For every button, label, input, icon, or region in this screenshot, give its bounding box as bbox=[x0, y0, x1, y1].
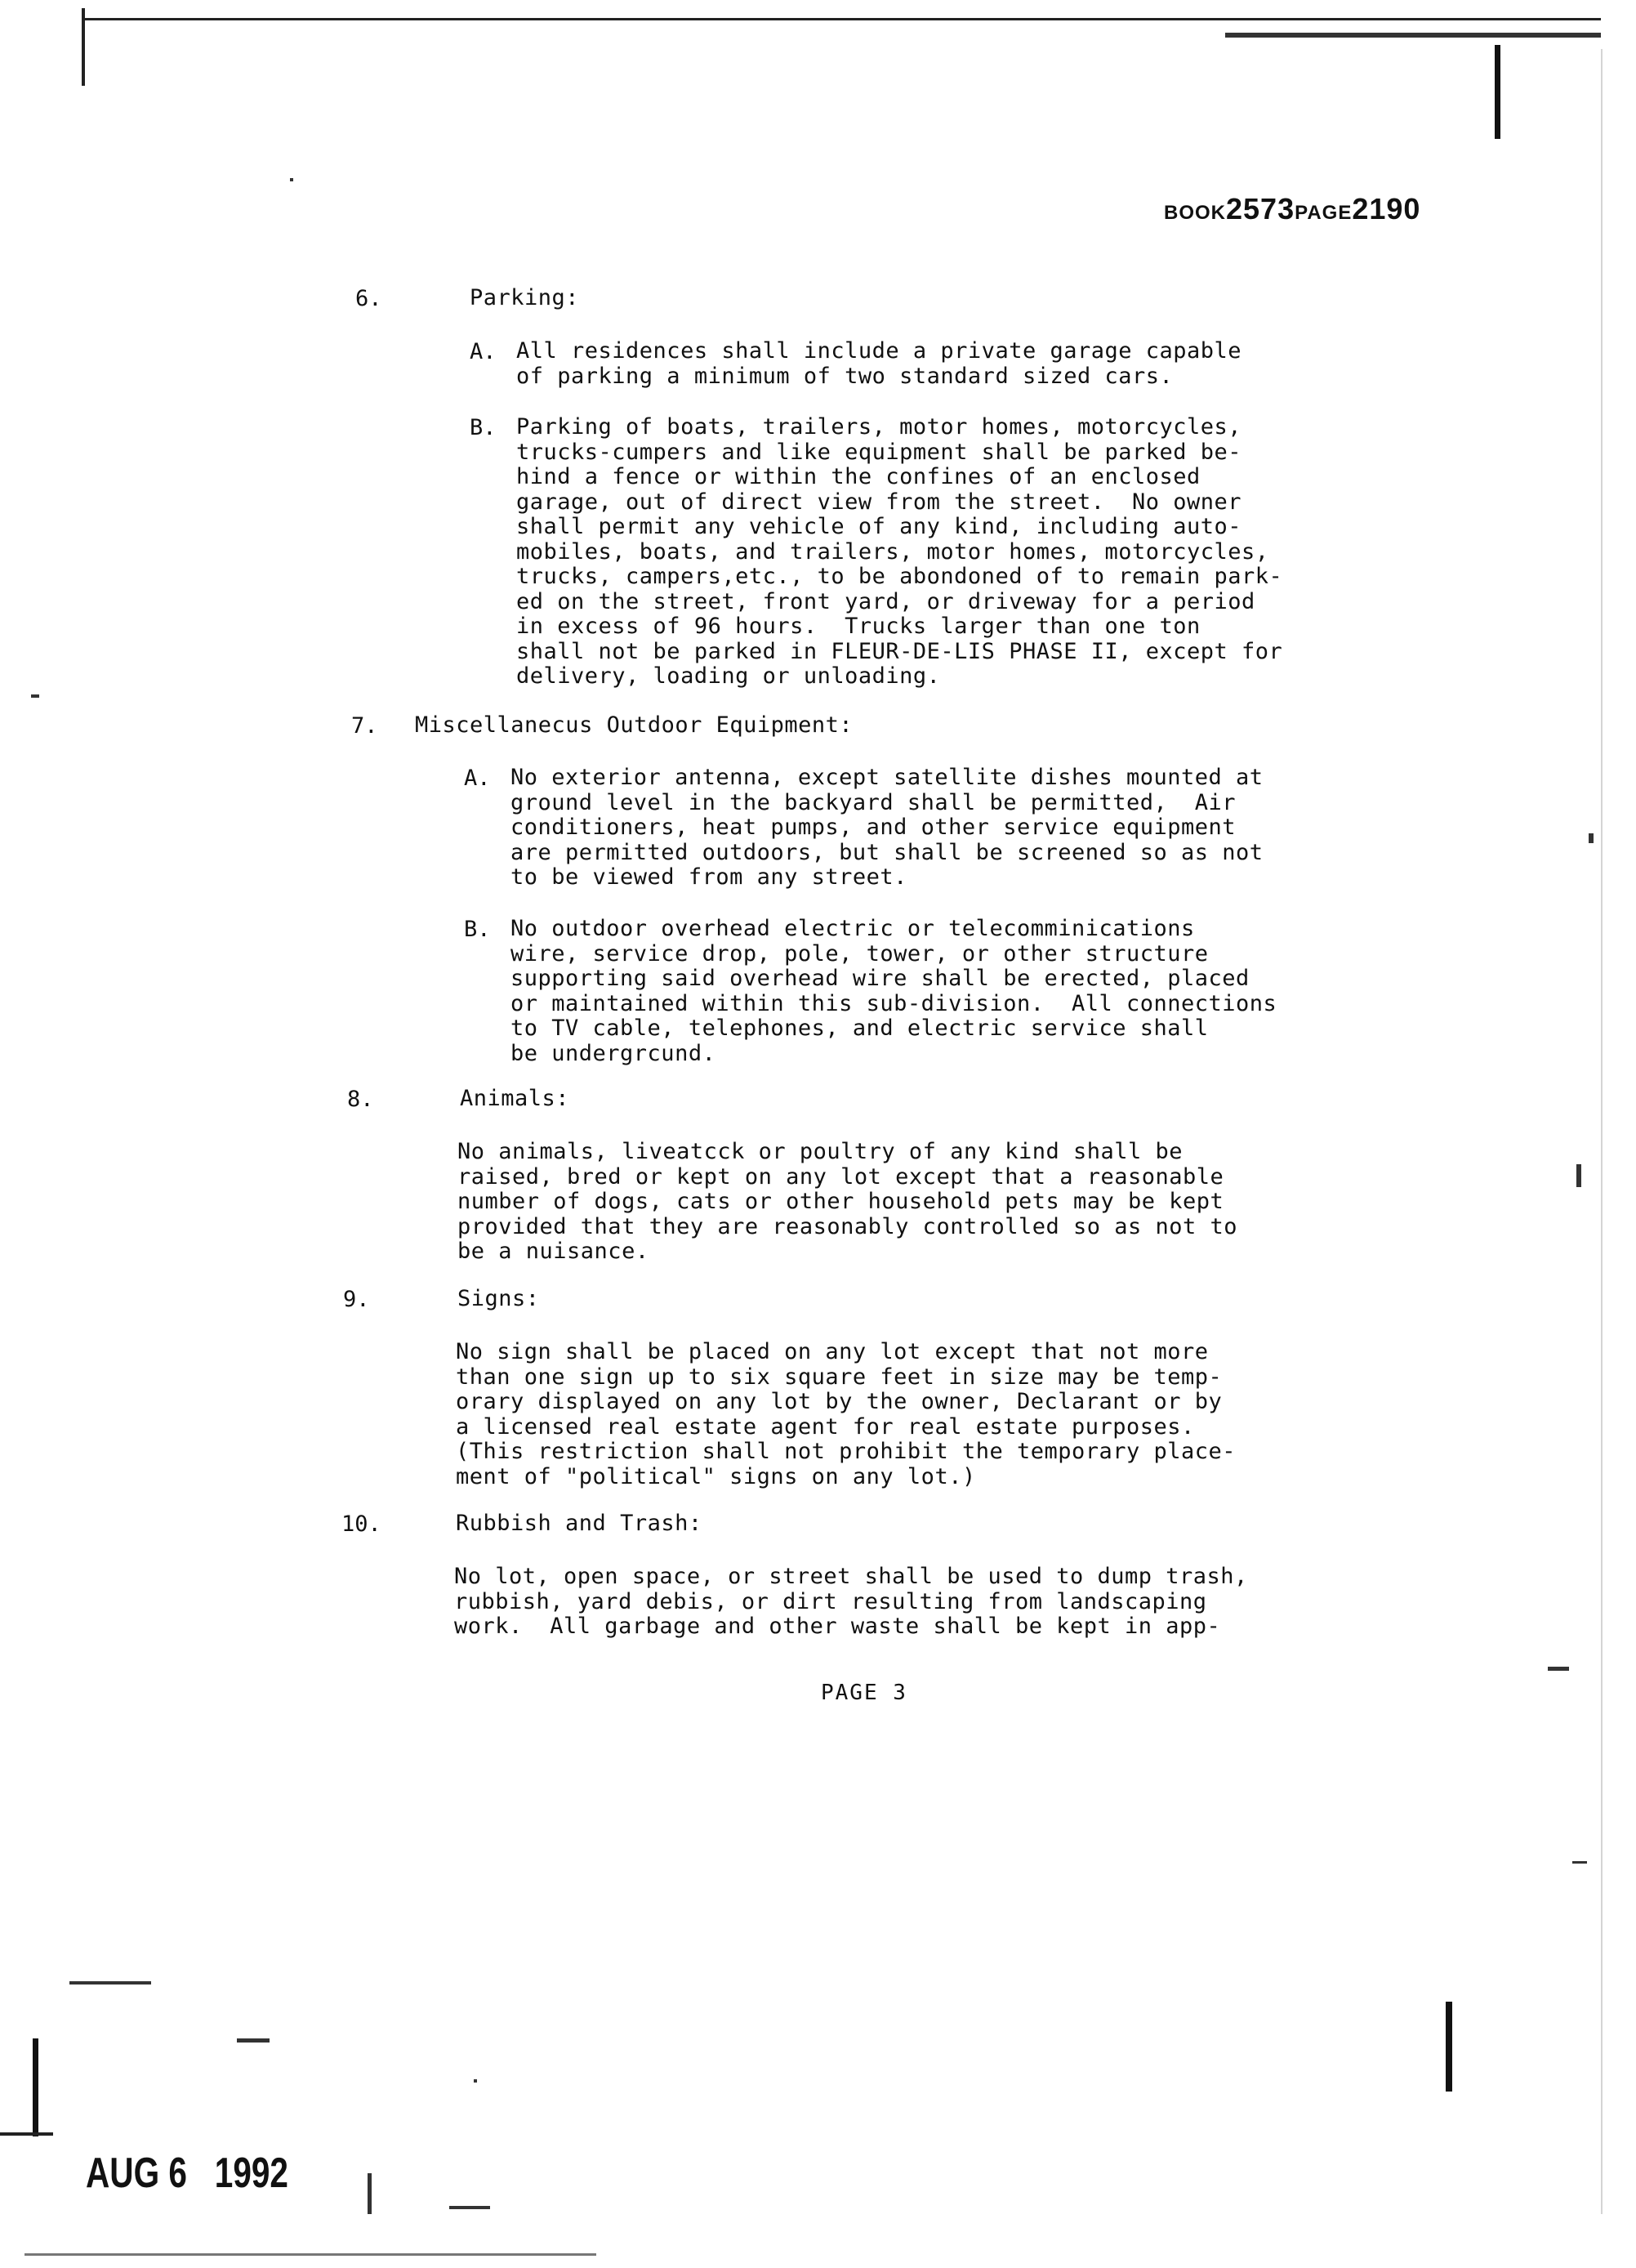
paragraph-line: a licensed real estate agent for real estate purposes. bbox=[456, 1413, 1195, 1440]
paragraph-line: Parking of boats, trailers, motor homes, motorcycles, bbox=[516, 414, 1242, 440]
item-paragraph bbox=[516, 339, 1241, 389]
paragraph-line: mobiles, boats, and trailers, motor homes, motorcycles, bbox=[516, 538, 1269, 565]
paragraph-line: No animals, liveatcck or poultry of any kind shall be bbox=[457, 1139, 1184, 1164]
item-label: B. bbox=[464, 917, 491, 942]
paragraph-line: trucks-cumpers and like equipment shall be parked be- bbox=[516, 439, 1242, 465]
paragraph-line: No sign shall be placed on any lot except that not more bbox=[456, 1339, 1209, 1364]
book-label: BOOK bbox=[1164, 202, 1226, 224]
book-number: 2573 bbox=[1226, 192, 1295, 225]
book-page-reference bbox=[1164, 192, 1420, 226]
scan-mark bbox=[1495, 45, 1500, 139]
section-title: Animals: bbox=[460, 1086, 570, 1111]
page-number: 2190 bbox=[1352, 192, 1421, 225]
scan-speck bbox=[25, 2253, 596, 2256]
paragraph-line: No outdoor overhead electric or telecomminications bbox=[510, 916, 1195, 941]
paragraph-line: be undergrcund. bbox=[510, 1040, 716, 1066]
paragraph-line: ed on the street, front yard, or driveway for a period bbox=[516, 588, 1255, 614]
paragraph-line: than one sign up to six square feet in size may be temp- bbox=[456, 1364, 1223, 1390]
scan-speck bbox=[237, 2038, 270, 2043]
scan-speck bbox=[449, 2206, 490, 2209]
paragraph-line: shall not be parked in FLEUR-DE-LIS PHASE II, except for bbox=[516, 638, 1283, 664]
section-title: Parking: bbox=[470, 285, 580, 310]
paragraph-line: trucks, campers,etc., to be abondoned of to remain park- bbox=[516, 564, 1283, 589]
paragraph-line: No lot, open space, or street shall be used to dump trash, bbox=[454, 1564, 1248, 1589]
paragraph-line: to TV cable, telephones, and electric service shall bbox=[510, 1016, 1209, 1041]
scan-edge-line bbox=[1225, 33, 1601, 38]
item-paragraph bbox=[510, 917, 1277, 1066]
paragraph-line: number of dogs, cats or other household pets may be kept bbox=[457, 1189, 1224, 1214]
section-paragraph bbox=[454, 1565, 1248, 1640]
scan-edge-line bbox=[82, 18, 1601, 20]
scan-mark bbox=[82, 8, 85, 86]
paragraph-line: provided that they are reasonably controlled so as not to bbox=[457, 1213, 1238, 1239]
section-title: Rubbish and Trash: bbox=[456, 1511, 702, 1536]
paragraph-line: of parking a minimum of two standard sized cars. bbox=[516, 363, 1174, 389]
paragraph-line: work. All garbage and other waste shall be kept in app- bbox=[454, 1614, 1221, 1639]
paragraph-line: rubbish, yard debis, or dirt resulting from landscaping bbox=[454, 1588, 1207, 1614]
scan-speck bbox=[69, 1981, 151, 1984]
scan-mark bbox=[1446, 2002, 1452, 2092]
paragraph-line: ground level in the backyard shall be permitted, Air bbox=[510, 789, 1237, 815]
paragraph-line: conditioners, heat pumps, and other service equipment bbox=[510, 815, 1237, 840]
paragraph-line: to be viewed from any street. bbox=[510, 864, 907, 890]
section-number: 9. bbox=[343, 1287, 370, 1312]
section-number: 10. bbox=[341, 1511, 381, 1537]
paragraph-line: (This restriction shall not prohibit the temporary place- bbox=[456, 1439, 1237, 1464]
scan-margin-line bbox=[1601, 49, 1603, 2214]
paragraph-line: delivery, loading or unloading. bbox=[516, 663, 941, 689]
item-label: A. bbox=[470, 339, 497, 364]
paragraph-line: ment of "political" signs on any lot.) bbox=[456, 1463, 976, 1489]
item-paragraph bbox=[516, 415, 1282, 690]
paragraph-line: No exterior antenna, except satellite dishes mounted at bbox=[510, 765, 1264, 790]
section-paragraph bbox=[456, 1340, 1236, 1489]
scan-mark bbox=[0, 2132, 53, 2136]
date-stamp: AUG 6 1992 bbox=[86, 2150, 289, 2197]
paragraph-line: raised, bred or kept on any lot except that a reasonable bbox=[457, 1163, 1224, 1190]
page-label: PAGE bbox=[1295, 202, 1353, 224]
paragraph-line: shall permit any vehicle of any kind, including auto- bbox=[516, 514, 1242, 539]
section-number: 7. bbox=[351, 713, 378, 739]
scan-speck bbox=[1576, 1164, 1581, 1187]
item-label: A. bbox=[464, 766, 491, 791]
scan-speck bbox=[474, 2079, 477, 2083]
paragraph-line: be a nuisance. bbox=[457, 1239, 649, 1264]
scan-mark bbox=[33, 2038, 38, 2136]
paragraph-line: or maintained within this sub-division. All connections bbox=[510, 990, 1277, 1016]
paragraph-line: garage, out of direct view from the street. No owner bbox=[516, 489, 1242, 515]
paragraph-line: wire, service drop, pole, tower, or other structure bbox=[510, 940, 1209, 967]
paragraph-line: are permitted outdoors, but shall be screened so as not bbox=[510, 839, 1264, 865]
paragraph-line: All residences shall include a private garage capable bbox=[516, 338, 1242, 364]
scan-speck bbox=[368, 2173, 372, 2214]
scan-speck bbox=[1572, 1861, 1587, 1864]
section-number: 8. bbox=[347, 1087, 374, 1112]
paragraph-line: supporting said overhead wire shall be erected, placed bbox=[510, 966, 1250, 991]
paragraph-line: in excess of 96 hours. Trucks larger than one ton bbox=[516, 614, 1201, 639]
paragraph-line: hind a fence or within the confines of an enclosed bbox=[516, 464, 1201, 489]
section-paragraph bbox=[457, 1140, 1237, 1265]
scan-speck bbox=[1589, 833, 1594, 843]
item-label: B. bbox=[470, 415, 497, 440]
section-title: Miscellanecus Outdoor Equipment: bbox=[415, 712, 854, 738]
section-number: 6. bbox=[355, 286, 382, 311]
scan-speck bbox=[290, 178, 293, 181]
scan-speck bbox=[1548, 1667, 1569, 1671]
section-title: Signs: bbox=[457, 1286, 540, 1311]
scan-speck bbox=[31, 694, 39, 698]
paragraph-line: orary displayed on any lot by the owner, Declarant or by bbox=[456, 1389, 1223, 1414]
item-paragraph bbox=[510, 766, 1264, 891]
page-footer-number: PAGE 3 bbox=[821, 1681, 907, 1705]
